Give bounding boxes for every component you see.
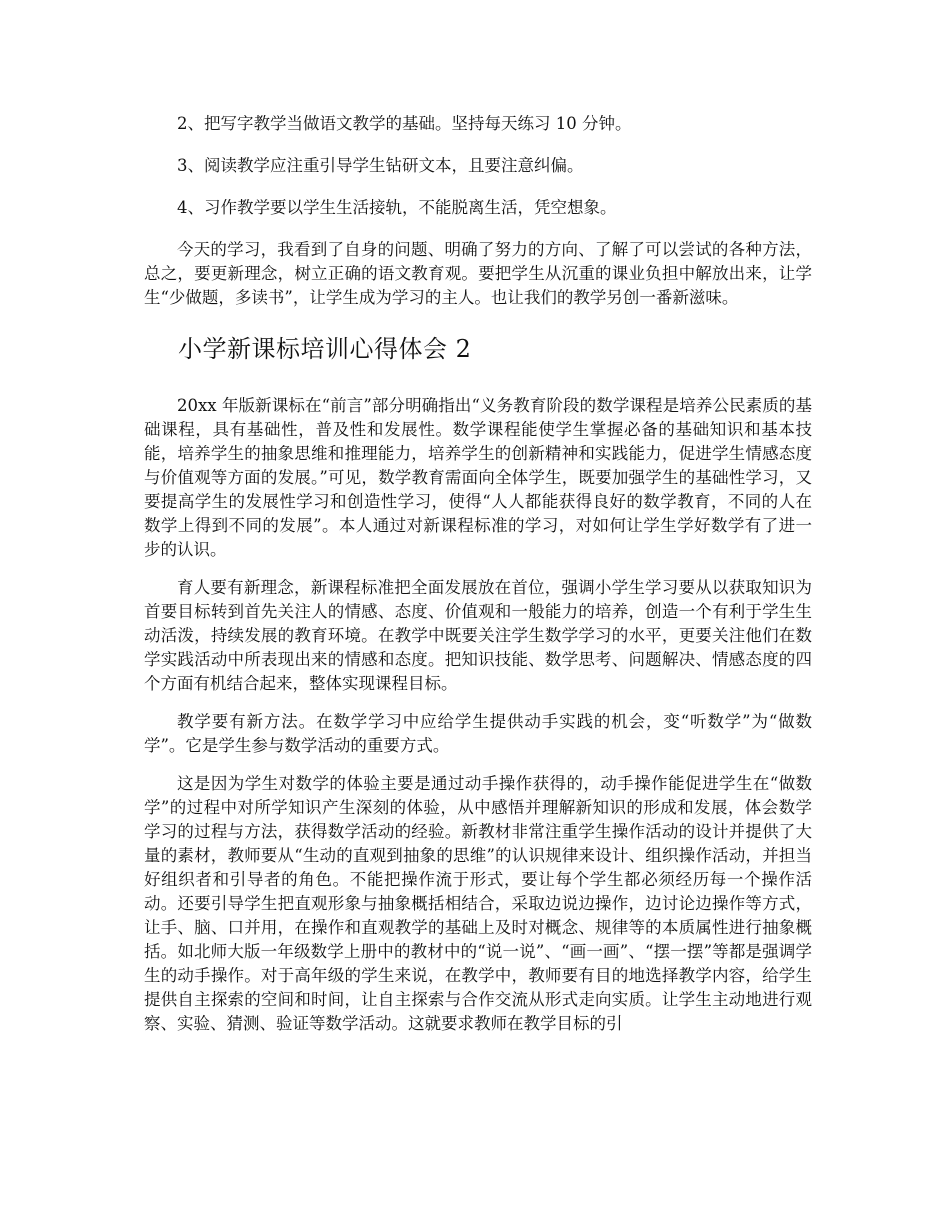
list-item-3: 3、阅读教学应注重引导学生钻研文本，且要注意纠偏。 [177,156,584,175]
paragraph-curriculum-preface: 20xx 年版新课标在“前言”部分明确指出“义务教育阶段的数学课程是培养公民素质的基础课程，具有基础性，普及性和发展性。数学课程能使学生掌握必备的基础知识和基本技能，培养学生的抽象思维和推理能力，培养学生的创新精神和实践能力，促进学生情感态度与价值观等方面的发展。”可见，数学教育需面向全体学生，既要加强学生的基础性学习，又要提高学生的发展性学习和创造性学习，使得“人人都能获得良好的数学教育，不同的人在数学上得到不同的发展”。本人通过对新课程标准的学习，对如何让学生学好数学有了进一步的认识。 [144,396,812,559]
paragraph-hands-on-experience: 这是因为学生对数学的体验主要是通过动手操作获得的，动手操作能促进学生在“做数学”的过程中对所学知识产生深刻的体验，从中感悟并理解新知识的形成和发展，体会数学学习的过程与方法，获得数学活动的经验。新教材非常注重学生操作活动的设计并提供了大量的素材，教师要从“生动的直观到抽象的思维”的认识规律来设计、组织操作活动，并担当好组织者和引导者的角色。不能把操作流于形式，要让每个学生都必须经历每一个操作活动。还要引导学生把直观形象与抽象概括相结合，采取边说边操作，边讨论边操作等方式，让手、脑、口并用，在操作和直观教学的基础上及时对概念、规律等的本质属性进行抽象概括。如北师大版一年级数学上册中的教材中的“说一说”、“画一画”、“摆一摆”等都是强调学生的动手操作。对于高年级的学生来说，在教学中，教师要有目的地选择教学内容，给学生提供自主探索的空间和时间，让自主探索与合作交流从形式走向实质。让学生主动地进行观察、实验、猜测、验证等数学活动。这就要求教师在教学目标的引 [144,774,812,1033]
document-body [144,112,812,1050]
summary-paragraph: 今天的学习，我看到了自身的问题、明确了努力的方向、了解了可以尝试的各种方法，总之，要更新理念，树立正确的语文教育观。要把学生从沉重的课业负担中解放出来，让学生“少做题，多读书”，让学生成为学习的主人。也让我们的教学另创一番新滋味。 [144,240,812,307]
paragraph-new-methods: 教学要有新方法。在数学学习中应给学生提供动手实践的机会，变“听数学”为“做数学”。它是学生参与数学活动的重要方式。 [144,712,812,755]
paragraph-new-concepts: 育人要有新理念，新课程标准把全面发展放在首位，强调小学生学习要从以获取知识为首要目标转到首先关注人的情感、态度、价值观和一般能力的培养，创造一个有利于学生生动活泼，持续发展的教育环境。在教学中既要关注学生数学学习的水平，更要关注他们在数学实践活动中所表现出来的情感和态度。把知识技能、数学思考、问题解决、情感态度的四个方面有机结合起来，整体实现课程目标。 [144,578,812,693]
section-heading: 小学新课标培训心得体会 2 [178,335,472,363]
list-item-4: 4、习作教学要以学生生活接轨，不能脱离生活，凭空想象。 [177,198,617,217]
list-item-2: 2、把写字教学当做语文教学的基础。坚持每天练习 10 分钟。 [177,114,632,133]
